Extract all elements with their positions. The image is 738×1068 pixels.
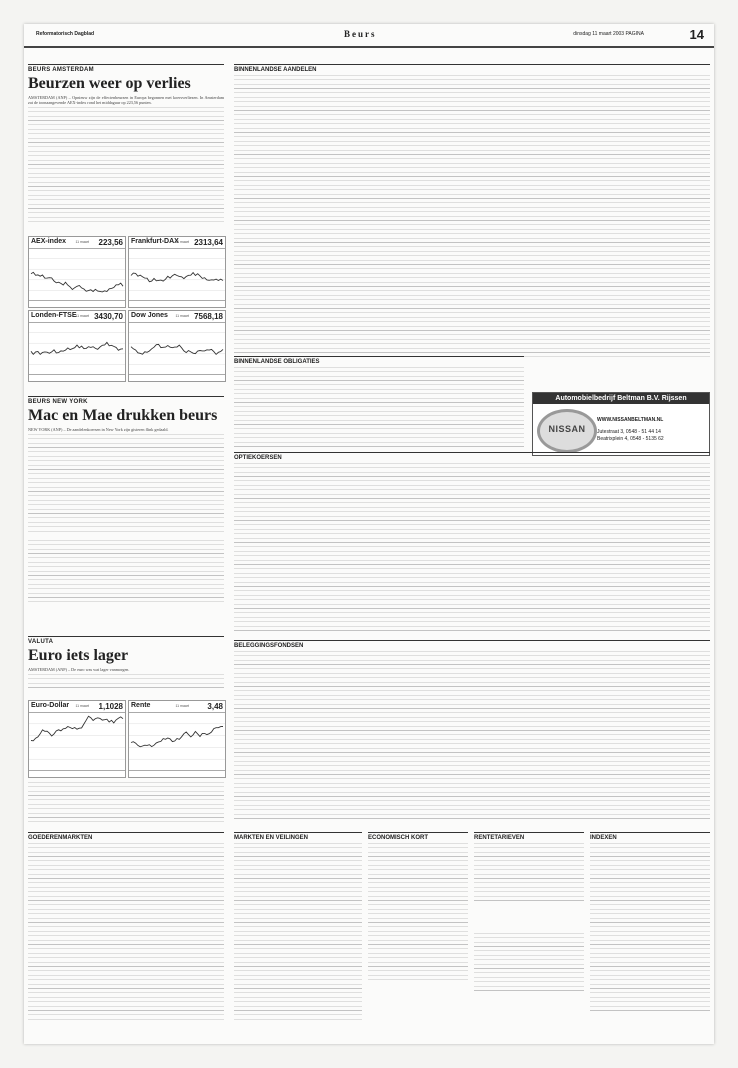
amsterdam-lead: AMSTERDAM (ANP) – Opnieuw zijn de effectenbeurzen in Europa begonnen met koersverliezen. In Amsterdam zat de toonaangevende AEX-index rond het middaguur op 223,56 punten.: [28, 95, 224, 106]
eurodollar-chart-title: Euro-Dollar: [31, 702, 70, 709]
paper-name: Reformatorisch Dagblad: [36, 31, 95, 37]
dowjones-chart-plot: [129, 322, 225, 375]
frankfurt-chart-date: 11 maart: [175, 240, 189, 244]
dowjones-series-line: [131, 344, 223, 354]
markten-text: [234, 843, 362, 1023]
valuta-kicker: VALUTA: [28, 636, 224, 645]
rente-chart-date: 11 maart: [175, 704, 189, 708]
valuta-headline: Euro iets lager: [28, 647, 129, 664]
londen-series-line: [31, 342, 123, 354]
rentetarieven-table: [474, 843, 584, 903]
page-number: 14: [689, 27, 704, 42]
ad-address: Jutestraat 3, 0548 - 51 44 14 Beatrixplein 4, 0548 - 5135 62: [597, 429, 664, 442]
frankfurt-chart-footer: [129, 300, 225, 307]
rente-chart-plot: [129, 712, 225, 771]
issue-date: dinsdag 11 maart 2003 PAGINA: [573, 31, 644, 37]
dowjones-chart-footer: [129, 374, 225, 381]
new-york-lead: NEW YORK (ANP) – De aandelenkoersen in New York zijn gisteren flink gedaald.: [28, 427, 169, 432]
dowjones-chart-date: 11 maart: [175, 314, 189, 318]
eurodollar-chart: [28, 700, 126, 778]
valuta-lead: AMSTERDAM (ANP) – De euro was wat lager vanmorgen.: [28, 667, 130, 672]
aex-chart-plot: [29, 248, 125, 301]
amsterdam-body-text: [28, 107, 224, 225]
obligaties-title: BINNENLANDSE OBLIGATIES: [234, 356, 524, 365]
left-column: [28, 64, 224, 225]
new-york-body-text: [28, 434, 224, 534]
eurodollar-chart-value: 1,1028: [98, 702, 123, 711]
aandelen-table: [234, 75, 710, 357]
londen-chart-plot: [29, 322, 125, 375]
indexen-section: [590, 832, 710, 1013]
beleggingsfondsen-table: [234, 651, 710, 821]
londen-chart-date: 11 maart: [75, 314, 89, 318]
rente-chart-footer: [129, 770, 225, 777]
markten-section: [234, 832, 362, 1023]
amsterdam-kicker: BEURS AMSTERDAM: [28, 64, 224, 73]
new-york-article: [28, 396, 224, 602]
dowjones-chart-title: Dow Jones: [131, 312, 168, 319]
nissan-logo-icon: NISSAN: [537, 409, 597, 453]
amsterdam-headline: Beurzen weer op verlies: [28, 75, 191, 92]
dowjones-chart: [128, 310, 226, 382]
aex-chart-title: AEX-index: [31, 238, 67, 245]
koersen-table: [28, 540, 224, 602]
goederenmarkten-section: [28, 832, 224, 1023]
frankfurt-chart-value: 2313,64: [194, 238, 223, 247]
indexen-table: [590, 843, 710, 1013]
obligaties-section: [234, 356, 524, 447]
aex-chart-date: 11 maart: [75, 240, 89, 244]
eurodollar-series-line: [31, 716, 123, 741]
valuta-body-text: [28, 674, 224, 690]
rente-series-line: [131, 727, 223, 747]
indexen-title: INDEXEN: [590, 832, 710, 841]
rente-chart-title: Rente: [131, 702, 151, 709]
eurodollar-chart-plot: [29, 712, 125, 771]
masthead: [24, 24, 714, 48]
aex-chart-value: 223,56: [98, 238, 123, 247]
aex-chart: [28, 236, 126, 308]
optiekoersen-title: OPTIEKOERSEN: [234, 452, 710, 461]
frankfurt-chart-title: Frankfurt-DAX: [131, 238, 179, 245]
optiekoersen-section: [234, 452, 710, 631]
londen-chart: [28, 310, 126, 382]
beleggingsfondsen-title: BELEGGINGSFONDSEN: [234, 640, 710, 649]
aex-series-line: [31, 272, 123, 292]
frankfurt-chart-plot: [129, 248, 225, 301]
londen-chart-footer: [29, 374, 125, 381]
rentetarieven-section: [474, 832, 584, 993]
beleggingsfondsen-section: [234, 640, 710, 821]
frankfurt-series-line: [131, 273, 223, 282]
markten-title: MARKTEN EN VEILINGEN: [234, 832, 362, 841]
ad-url[interactable]: WWW.NISSANBELTMAN.NL: [597, 417, 664, 423]
goederenmarkten-title: GOEDERENMARKTEN: [28, 832, 224, 841]
vreemd-geld-table: [28, 782, 224, 822]
goederenmarkten-table: [28, 843, 224, 1023]
valuta-article: [28, 636, 224, 690]
new-york-headline: Mac en Mae drukken beurs: [28, 407, 218, 424]
economisch-text: [368, 843, 468, 983]
aandelen-section: [234, 64, 710, 357]
economisch-title: ECONOMISCH KORT: [368, 832, 468, 841]
londen-chart-value: 3430,70: [94, 312, 123, 321]
ad-company-name: Automobielbedrijf Beltman B.V. Rijssen: [533, 393, 709, 404]
frankfurt-chart: [128, 236, 226, 308]
londen-chart-title: Londen-FTSE: [31, 312, 77, 319]
economisch-section: [368, 832, 468, 983]
rente-chart-value: 3,48: [207, 702, 223, 711]
obligaties-table: [234, 367, 524, 447]
aandelen-title: BINNENLANDSE AANDELEN: [234, 64, 710, 73]
aex-chart-footer: [29, 300, 125, 307]
rentetarieven-title: RENTETARIEVEN: [474, 832, 584, 841]
rente-chart: [128, 700, 226, 778]
optiekoersen-table: [234, 463, 710, 631]
nissan-advertisement[interactable]: [532, 392, 710, 456]
obligaties-rente-table: [474, 933, 584, 993]
section-name: Beurs: [344, 29, 377, 39]
eurodollar-chart-footer: [29, 770, 125, 777]
eurodollar-chart-date: 11 maart: [75, 704, 89, 708]
dowjones-chart-value: 7568,18: [194, 312, 223, 321]
new-york-kicker: BEURS NEW YORK: [28, 396, 224, 405]
newspaper-page: [24, 24, 714, 1044]
